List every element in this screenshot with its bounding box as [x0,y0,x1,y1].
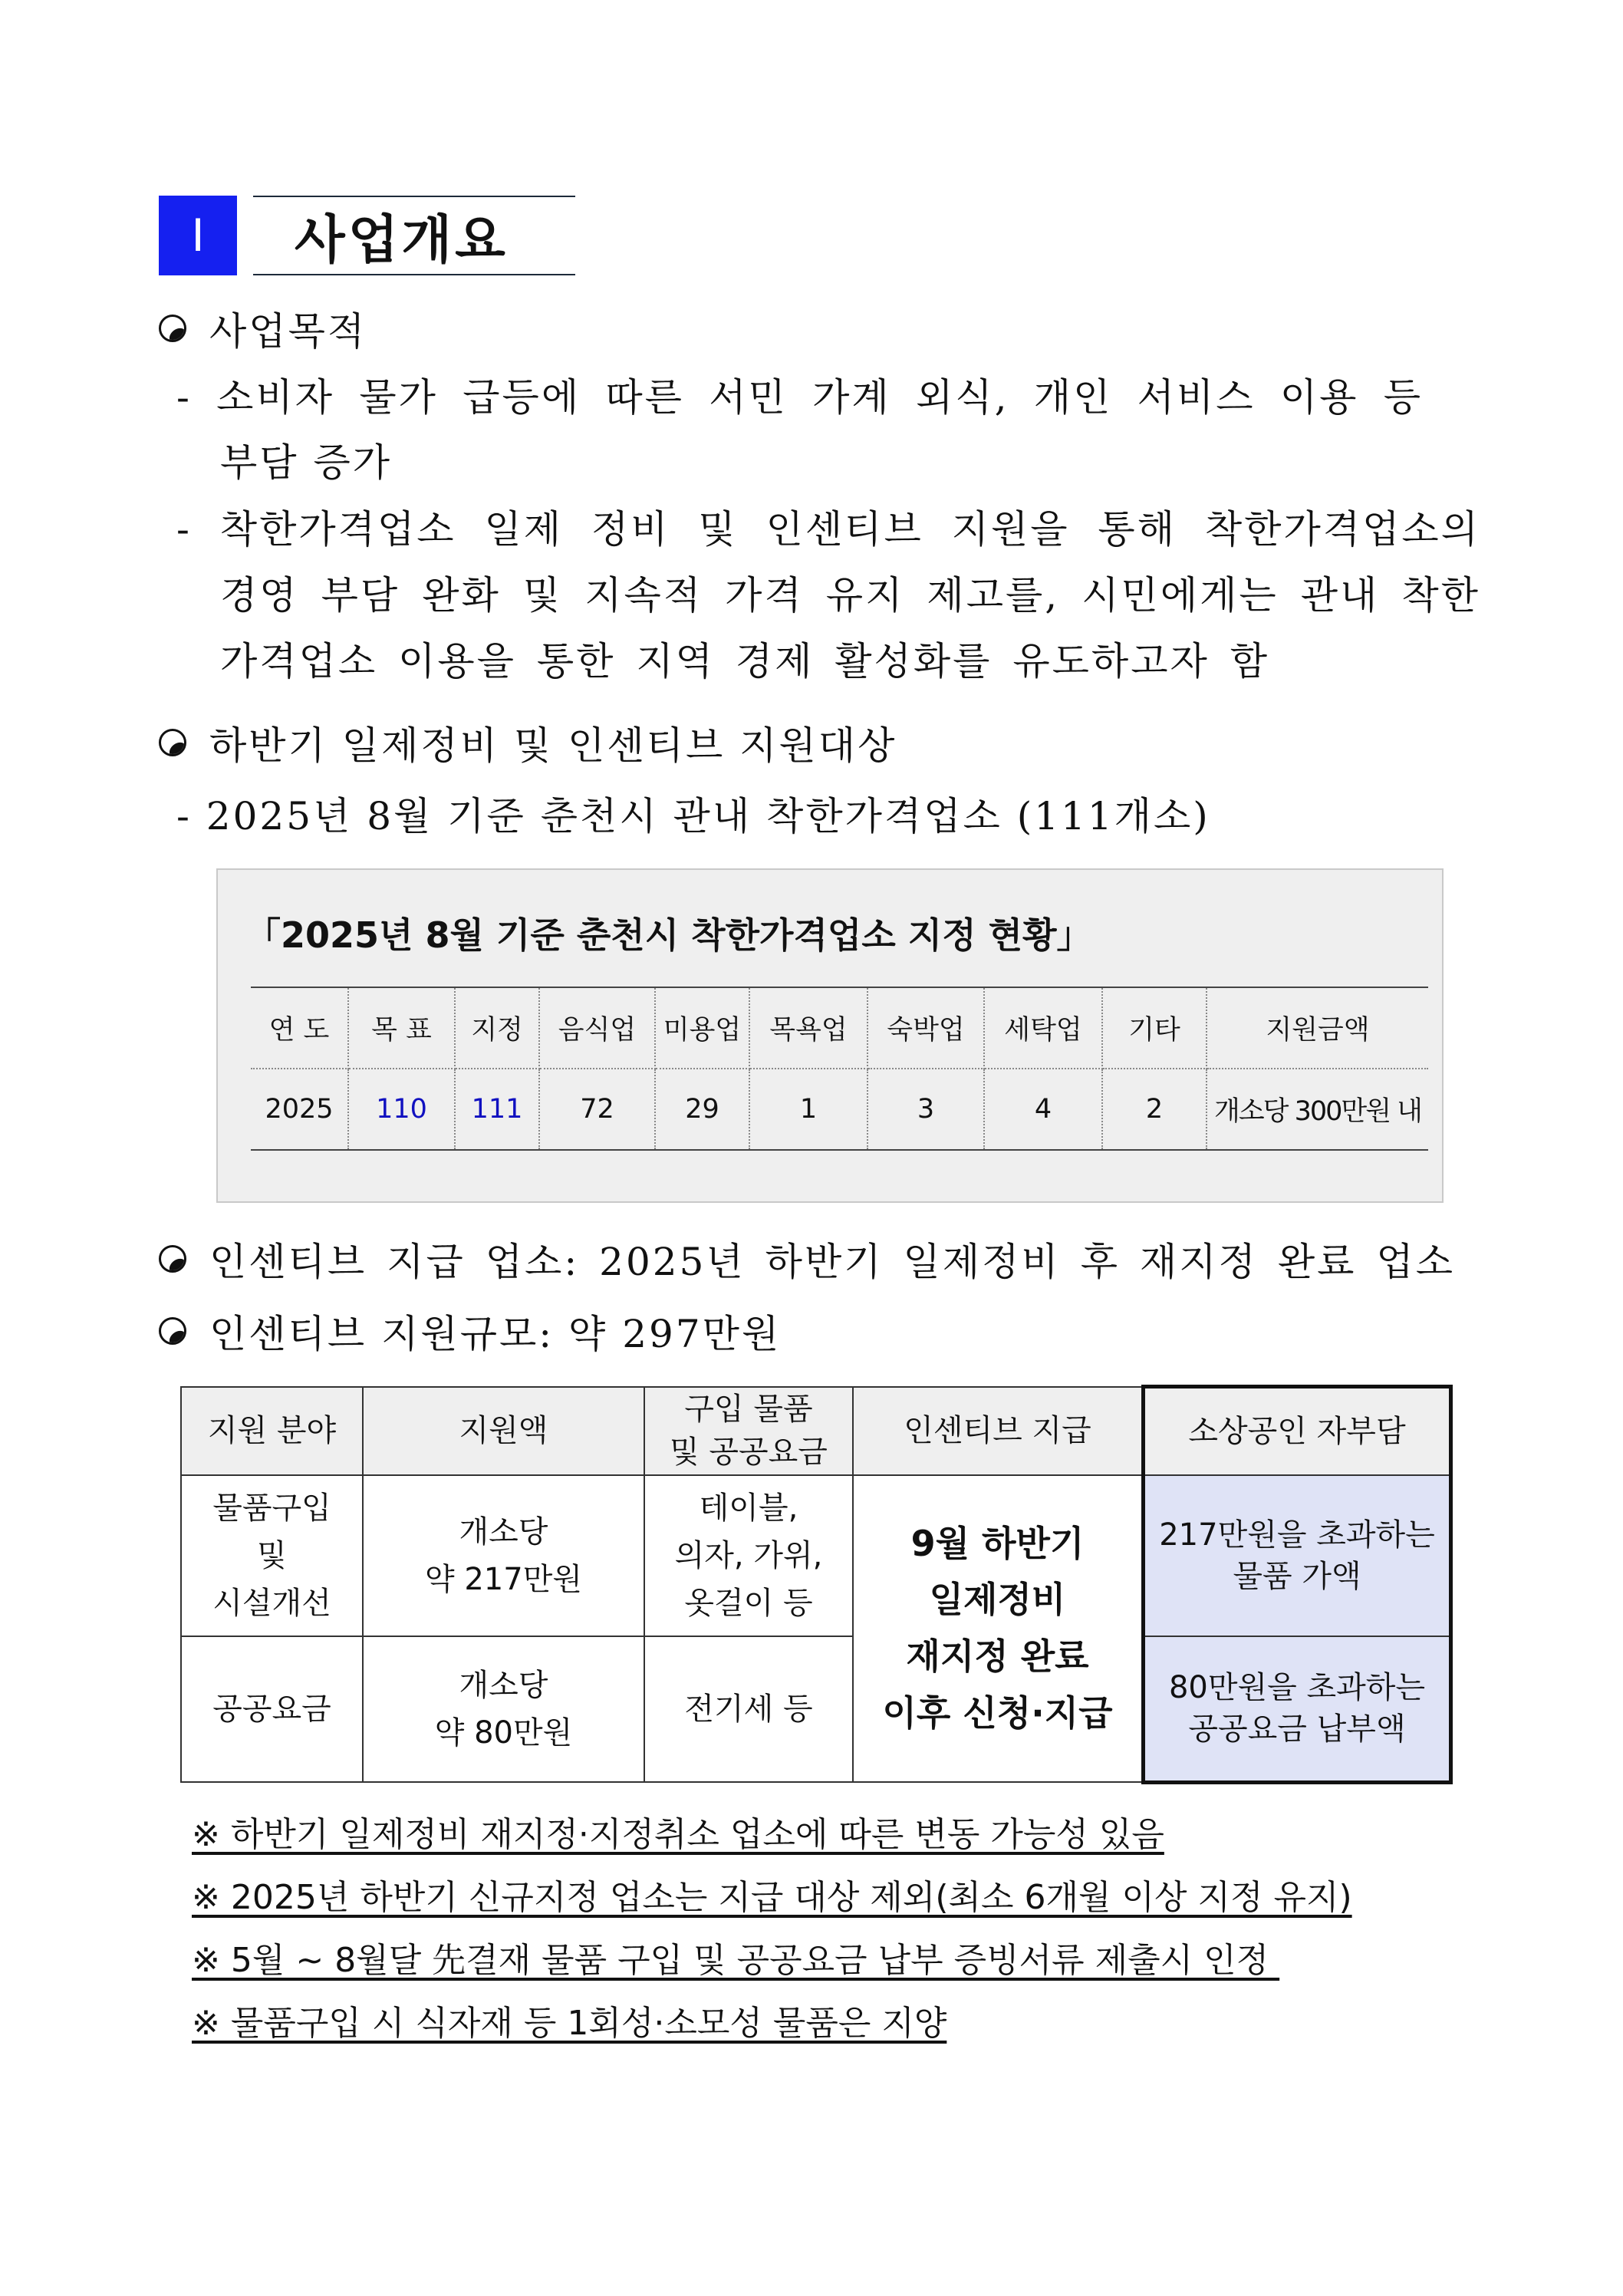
incentive-cell: 물품구입 및 시설개선 [181,1475,363,1636]
status-table [251,987,1428,1151]
status-header: 세탁업 [984,987,1102,1069]
target-heading-text: 하반기 일제정비 및 인센티브 지원대상 [209,723,897,768]
bullet-circle-icon [159,315,186,342]
incentive-bullet-1-text: 인센티브 지급 업소: 2025년 하반기 일제정비 후 재지정 완료 업소 [209,1240,1455,1284]
incentive-bullet-2-text: 인센티브 지원규모: 약 297만원 [209,1312,782,1356]
incentive-cell: 테이블, 의자, 가위, 옷걸이 등 [644,1475,853,1636]
incentive-cell: 217만원을 초과하는 물품 가액 [1144,1475,1451,1636]
note-1: ※ 하반기 일제정비 재지정·지정취소 업소에 따른 변동 가능성 있음 [192,1815,1164,1854]
target-line: - 2025년 8월 기준 춘천시 관내 착한가격업소 (111개소) [176,794,1210,838]
incentive-header: 구입 물품 및 공공요금 [644,1387,853,1476]
status-header: 목욕업 [749,987,867,1069]
status-cell: 1 [749,1069,867,1150]
incentive-header: 지원액 [363,1387,644,1476]
status-header-row [251,987,1428,1069]
bullet-circle-icon [159,1245,186,1273]
incentive-cell: 개소당 약 80만원 [363,1636,644,1782]
status-cell: 111 [455,1069,539,1150]
incentive-header: 지원 분야 [181,1387,363,1476]
status-cell: 2025 [251,1069,348,1150]
incentive-row [181,1475,1451,1636]
incentive-cell: 전기세 등 [644,1636,853,1782]
purpose-line-3: - 착한가격업소 일제 정비 및 인센티브 지원을 통해 착한가격업소의 [176,507,1480,552]
incentive-bullet-2 [159,1303,781,1359]
section-title: 사업개요 [253,196,575,275]
note-2: ※ 2025년 하반기 신규지정 업소는 지급 대상 제외(최소 6개월 이상 지정 유지) [192,1878,1352,1917]
status-cell: 110 [348,1069,455,1150]
status-data-row [251,1069,1428,1150]
status-header: 기타 [1102,987,1207,1069]
purpose-heading [159,301,367,356]
note-4: ※ 물품구입 시 식자재 등 1회성·소모성 물품은 지양 [192,2004,947,2043]
status-header: 숙박업 [867,987,984,1069]
target-heading [159,715,897,770]
status-header: 지정 [455,987,539,1069]
status-cell: 29 [655,1069,749,1150]
purpose-heading-text: 사업목적 [209,309,367,354]
incentive-cell: 개소당 약 217만원 [363,1475,644,1636]
purpose-line-4: 경영 부담 완화 및 지속적 가격 유지 제고를, 시민에게는 관내 착한 [220,573,1480,618]
status-cell: 72 [539,1069,655,1150]
incentive-row [181,1636,1451,1782]
incentive-bullet-1 [159,1231,1455,1286]
status-header: 미용업 [655,987,749,1069]
status-header: 연 도 [251,987,348,1069]
status-cell: 4 [984,1069,1102,1150]
status-cell: 3 [867,1069,984,1150]
bullet-circle-icon [159,729,186,756]
incentive-header: 소상공인 자부담 [1144,1387,1451,1476]
status-cell: 2 [1102,1069,1207,1150]
status-header: 음식업 [539,987,655,1069]
section-number: Ⅰ [159,196,237,275]
note-3: ※ 5월 ~ 8월달 先결재 물품 구입 및 공공요금 납부 증빙서류 제출시 인정 [192,1941,1280,1980]
status-header: 목 표 [348,987,455,1069]
incentive-cell: 80만원을 초과하는 공공요금 납부액 [1144,1636,1451,1782]
incentive-payment-cell: 9월 하반기 일제정비 재지정 완료 이후 신청·지급 [853,1475,1144,1782]
incentive-table [180,1385,1453,1784]
incentive-cell: 공공요금 [181,1636,363,1782]
status-cell: 개소당 300만원 내 [1207,1069,1428,1150]
status-title: 「2025년 8월 기준 춘천시 착한가격업소 지정 현황」 [245,914,1092,956]
purpose-line-1: - 소비자 물가 급등에 따른 서민 가계 외식, 개인 서비스 이용 등 [176,375,1423,420]
bullet-circle-icon [159,1317,186,1345]
incentive-header: 인센티브 지급 [853,1387,1144,1476]
status-header: 지원금액 [1207,987,1428,1069]
incentive-header-row [181,1387,1451,1476]
purpose-line-5: 가격업소 이용을 통한 지역 경제 활성화를 유도하고자 함 [220,639,1269,684]
purpose-line-2: 부담 증가 [220,440,393,485]
